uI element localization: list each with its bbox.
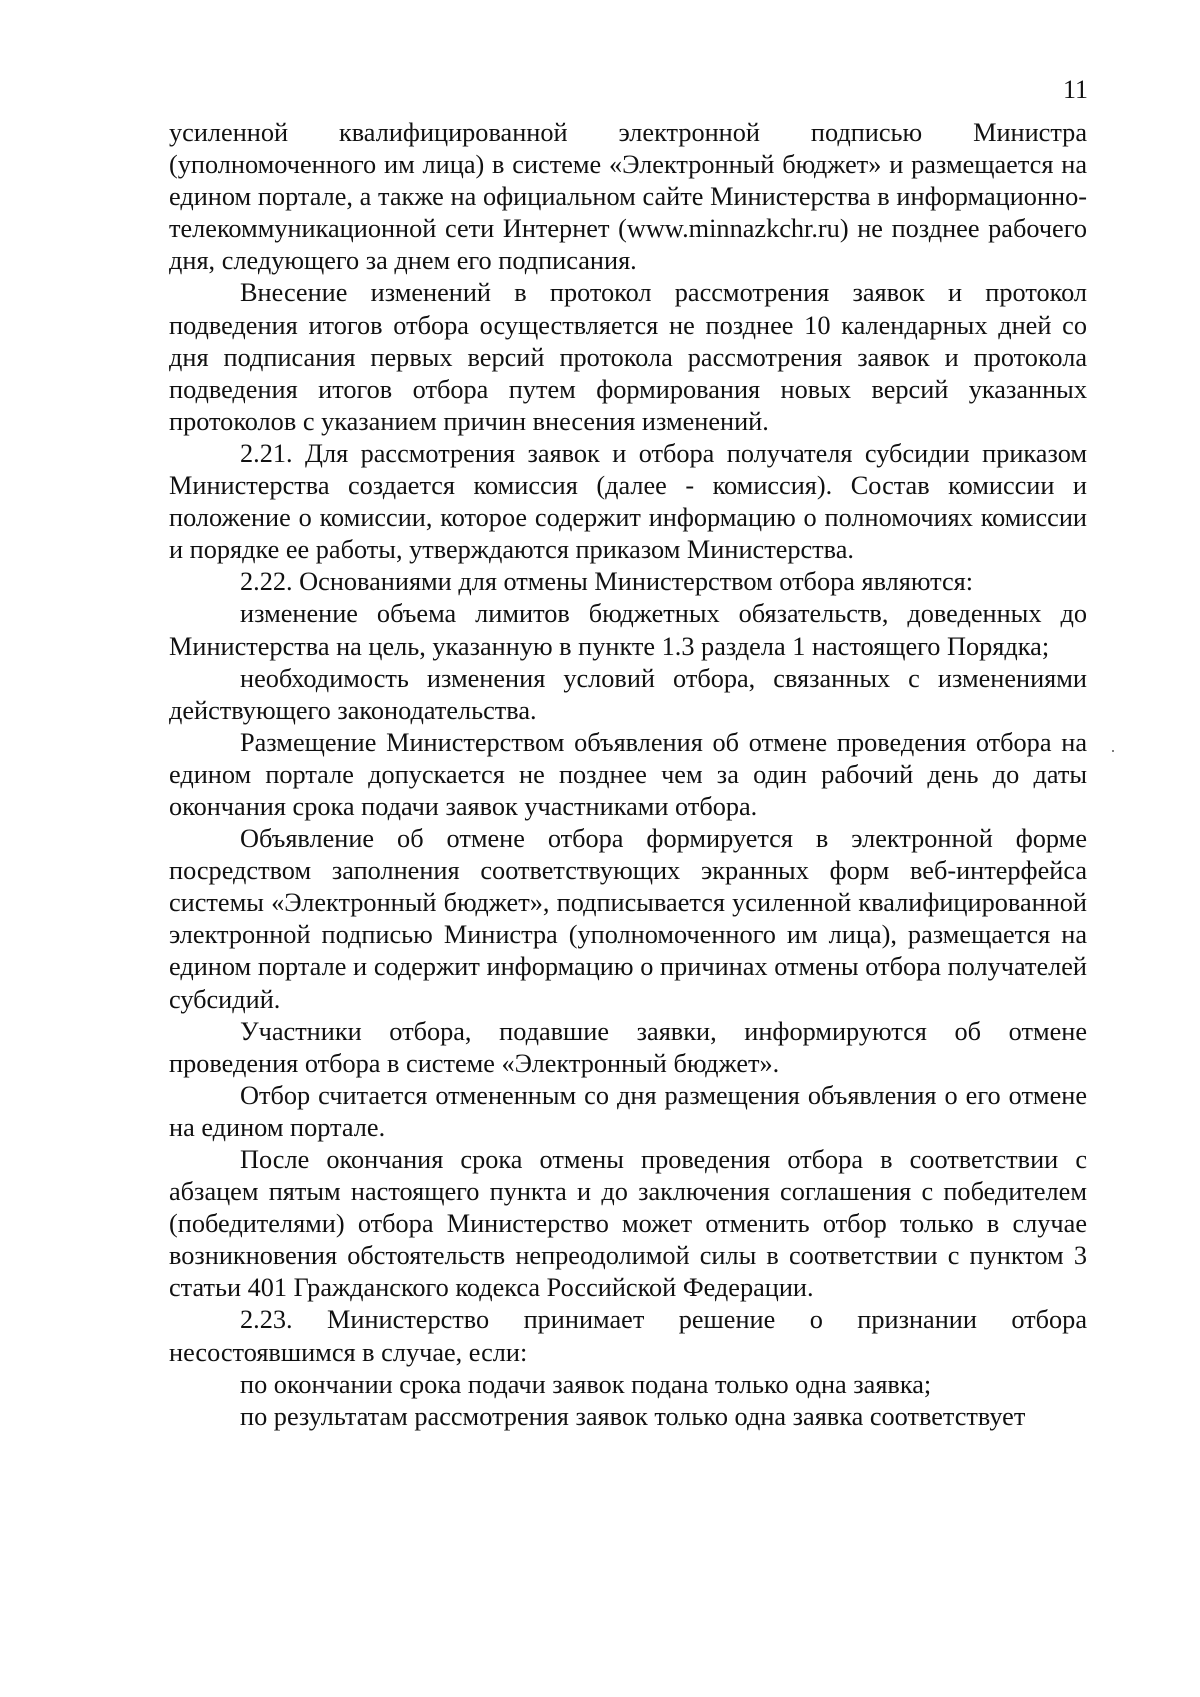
document-body <box>169 117 1087 1433</box>
paragraph-cancellation-announcement: Объявление об отмене отбора формируется в электронной форме посредством заполнения соответствующих экранных форм веб-интерфейса системы «Электронный бюджет», подписывается усиленной квалифицированной электронной подписью Министра (уполномоченного им лица), размещается на едином портале и содержит информацию о причинах отмены отбора получателей субсидий. <box>169 824 1087 1014</box>
paragraph-force-majeure: После окончания срока отмены проведения отбора в соответствии с абзацем пятым настоящего пункта и до заключения соглашения с победителем (победителями) отбора Министерство может отменить отбор только в случае возникновения обстоятельств непреодолимой силы в соответствии с пунктом 3 статьи 401 Гражданского кодекса Российской Федерации. <box>169 1145 1087 1303</box>
paragraph-participants-informed: Участники отбора, подавшие заявки, информируются об отмене проведения отбора в системе «Электронный бюджет». <box>169 1016 1087 1078</box>
paragraph-protocol-changes: Внесение изменений в протокол рассмотрения заявок и протокол подведения итогов отбора осуществляется не позднее 10 календарных дней со дня подписания первых версий протокола рассмотрения заявок и протокола подведения итогов отбора путем формирования новых версий указанных протоколов с указанием причин внесения изменений. <box>169 278 1087 436</box>
paragraph-single-application: по окончании срока подачи заявок подана только одна заявка; <box>240 1369 932 1399</box>
paragraph-2-22-cancellation-grounds: 2.22. Основаниями для отмены Министерством отбора являются: <box>240 567 974 597</box>
paragraph-signature-continuation: усиленной квалифицированной электронной подписью Министра (уполномоченного им лица) в системе «Электронный бюджет» и размещается на едином портале, а также на официальном сайте Министерства в информационно-телекоммуникационной сети Интернет (www.minnazkchr.ru) не позднее рабочего дня, следующего за днем его подписания. <box>169 118 1087 276</box>
paragraph-2-23-failed-selection: 2.23. Министерство принимает решение о признании отбора несостоявшимся в случае, если: <box>169 1305 1087 1367</box>
paragraph-conditions-change: необходимость изменения условий отбора, связанных с изменениями действующего законодательства. <box>169 663 1087 725</box>
scan-speck <box>1112 750 1114 752</box>
page-number: 11 <box>1063 75 1089 104</box>
paragraph-limits-change: изменение объема лимитов бюджетных обязательств, доведенных до Министерства на цель, указанную в пункте 1.3 раздела 1 настоящего Порядка; <box>169 599 1087 661</box>
paragraph-cancellation-posting: Размещение Министерством объявления об отмене проведения отбора на едином портале допускается не позднее чем за один рабочий день до даты окончания срока подачи заявок участниками отбора. <box>169 727 1087 821</box>
paragraph-2-21-commission: 2.21. Для рассмотрения заявок и отбора получателя субсидии приказом Министерства создается комиссия (далее - комиссия). Состав комиссии и положение о комиссии, которое содержит информацию о полномочиях комиссии и порядке ее работы, утверждаются приказом Министерства. <box>169 438 1087 565</box>
paragraph-cancellation-effective: Отбор считается отмененным со дня размещения объявления о его отмене на едином портале. <box>169 1080 1087 1142</box>
paragraph-single-compliant-application: по результатам рассмотрения заявок только одна заявка соответствует <box>240 1401 1026 1431</box>
